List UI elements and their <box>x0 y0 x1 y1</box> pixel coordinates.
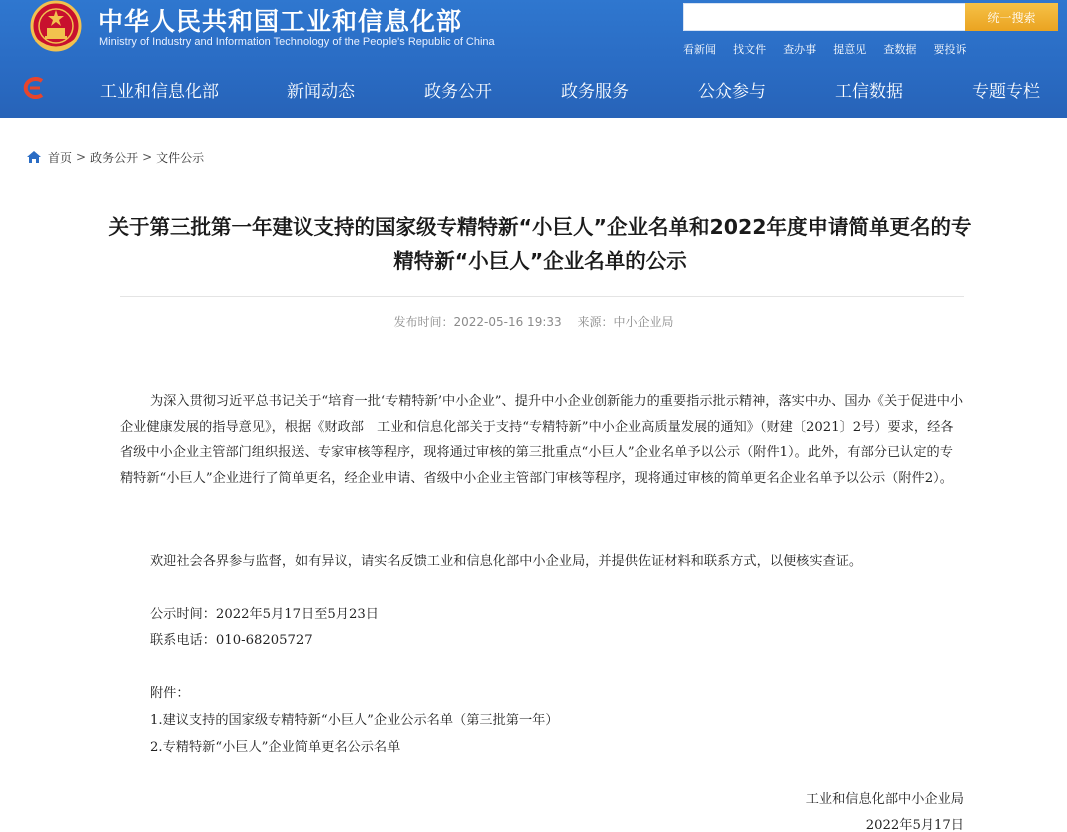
quick-link-news[interactable]: 看新闻 <box>683 43 716 56</box>
quick-link-complaint[interactable]: 要投诉 <box>933 43 967 56</box>
quick-link-feedback[interactable]: 提意见 <box>833 43 867 56</box>
article-paragraph: 欢迎社会各界参与监督，如有异议，请实名反馈工业和信息化部中小企业局，并提供佐证材料和联系方式，以便核实查证。 <box>150 554 863 569</box>
nav-item-gov-affairs[interactable]: 政务公开 <box>424 82 492 102</box>
nav-item-gov-services[interactable]: 政务服务 <box>561 82 629 102</box>
quick-links <box>683 38 978 54</box>
nav-item-public-participation[interactable]: 公众参与 <box>698 82 766 102</box>
article-source: 来源：中小企业局 <box>577 315 674 329</box>
site-subtitle: Ministry of Industry and Information Technology of the People's Republic of China <box>99 36 495 48</box>
site-header <box>0 0 1067 118</box>
breadcrumb-file-notice[interactable]: 文件公示 <box>156 150 205 165</box>
article-title: 关于第三批第一年建议支持的国家级专精特新“小巨人”企业名单和2022年度申请简单更名的专精特新“小巨人”企业名单的公示 <box>108 215 972 273</box>
breadcrumb-home[interactable]: 首页 <box>48 150 73 165</box>
quick-link-data[interactable]: 查数据 <box>883 43 917 56</box>
site-title[interactable]: 中华人民共和国工业和信息化部 <box>98 7 463 36</box>
breadcrumb-gov-affairs[interactable]: 政务公开 <box>90 150 139 165</box>
breadcrumb <box>26 148 204 166</box>
breadcrumb-separator: > <box>142 150 153 164</box>
nav-item-ministry[interactable]: 工业和信息化部 <box>100 82 219 102</box>
search-button[interactable]: 统一搜索 <box>965 3 1058 31</box>
attachment-link-1[interactable]: 1.建议支持的国家级专精特新“小巨人”企业公示名单（第三批第一年） <box>150 713 559 728</box>
attachments-label: 附件： <box>150 686 190 701</box>
header-top <box>0 0 1067 62</box>
nav-item-data[interactable]: 工信数据 <box>835 82 903 102</box>
miit-logo-icon[interactable] <box>22 77 48 99</box>
article-meta <box>0 313 1067 330</box>
publish-time: 发布时间：2022-05-16 19:33 <box>393 315 562 329</box>
breadcrumb-separator: > <box>76 150 87 164</box>
signature-date: 2022年5月17日 <box>865 818 964 832</box>
title-divider <box>120 296 964 297</box>
signature-org: 工业和信息化部中小企业局 <box>805 792 964 807</box>
nav-item-news[interactable]: 新闻动态 <box>287 82 355 102</box>
home-icon <box>26 150 42 164</box>
search-input[interactable] <box>683 3 965 31</box>
quick-link-services[interactable]: 查办事 <box>783 43 817 56</box>
contact-phone: 联系电话：010-68205727 <box>150 633 313 648</box>
national-emblem-icon[interactable] <box>28 0 84 56</box>
quick-link-files[interactable]: 找文件 <box>733 43 767 56</box>
notice-period: 公示时间：2022年5月17日至5月23日 <box>150 607 379 622</box>
attachment-link-2[interactable]: 2.专精特新“小巨人”企业简单更名公示名单 <box>150 740 401 755</box>
nav-item-special-topics[interactable]: 专题专栏 <box>972 82 1040 102</box>
article-paragraph: 为深入贯彻习近平总书记关于“培育一批‘专精特新’中小企业”、提升中小企业创新能力的重要指示批示精神，落实中办、国办《关于促进中小企业健康发展的指导意见》，根据《财政部 工业和信息化部关于支持“专精特新”中小企业高质量发展的通知》（财建〔2021〕2号）要求，经各省级中小企业主管部门组织报送、专家审核等程序，现将通过审核的第三批重点“小巨人”企业名单予以公示（附件1）。此外，有部分已认定的专精特新“小巨人”企业进行了简单更名，经企业申请、省级中小企业主管部门审核等程序，现将通过审核的简单更名企业名单予以公示（附件2）。 <box>120 394 964 486</box>
main-nav <box>0 62 1067 114</box>
